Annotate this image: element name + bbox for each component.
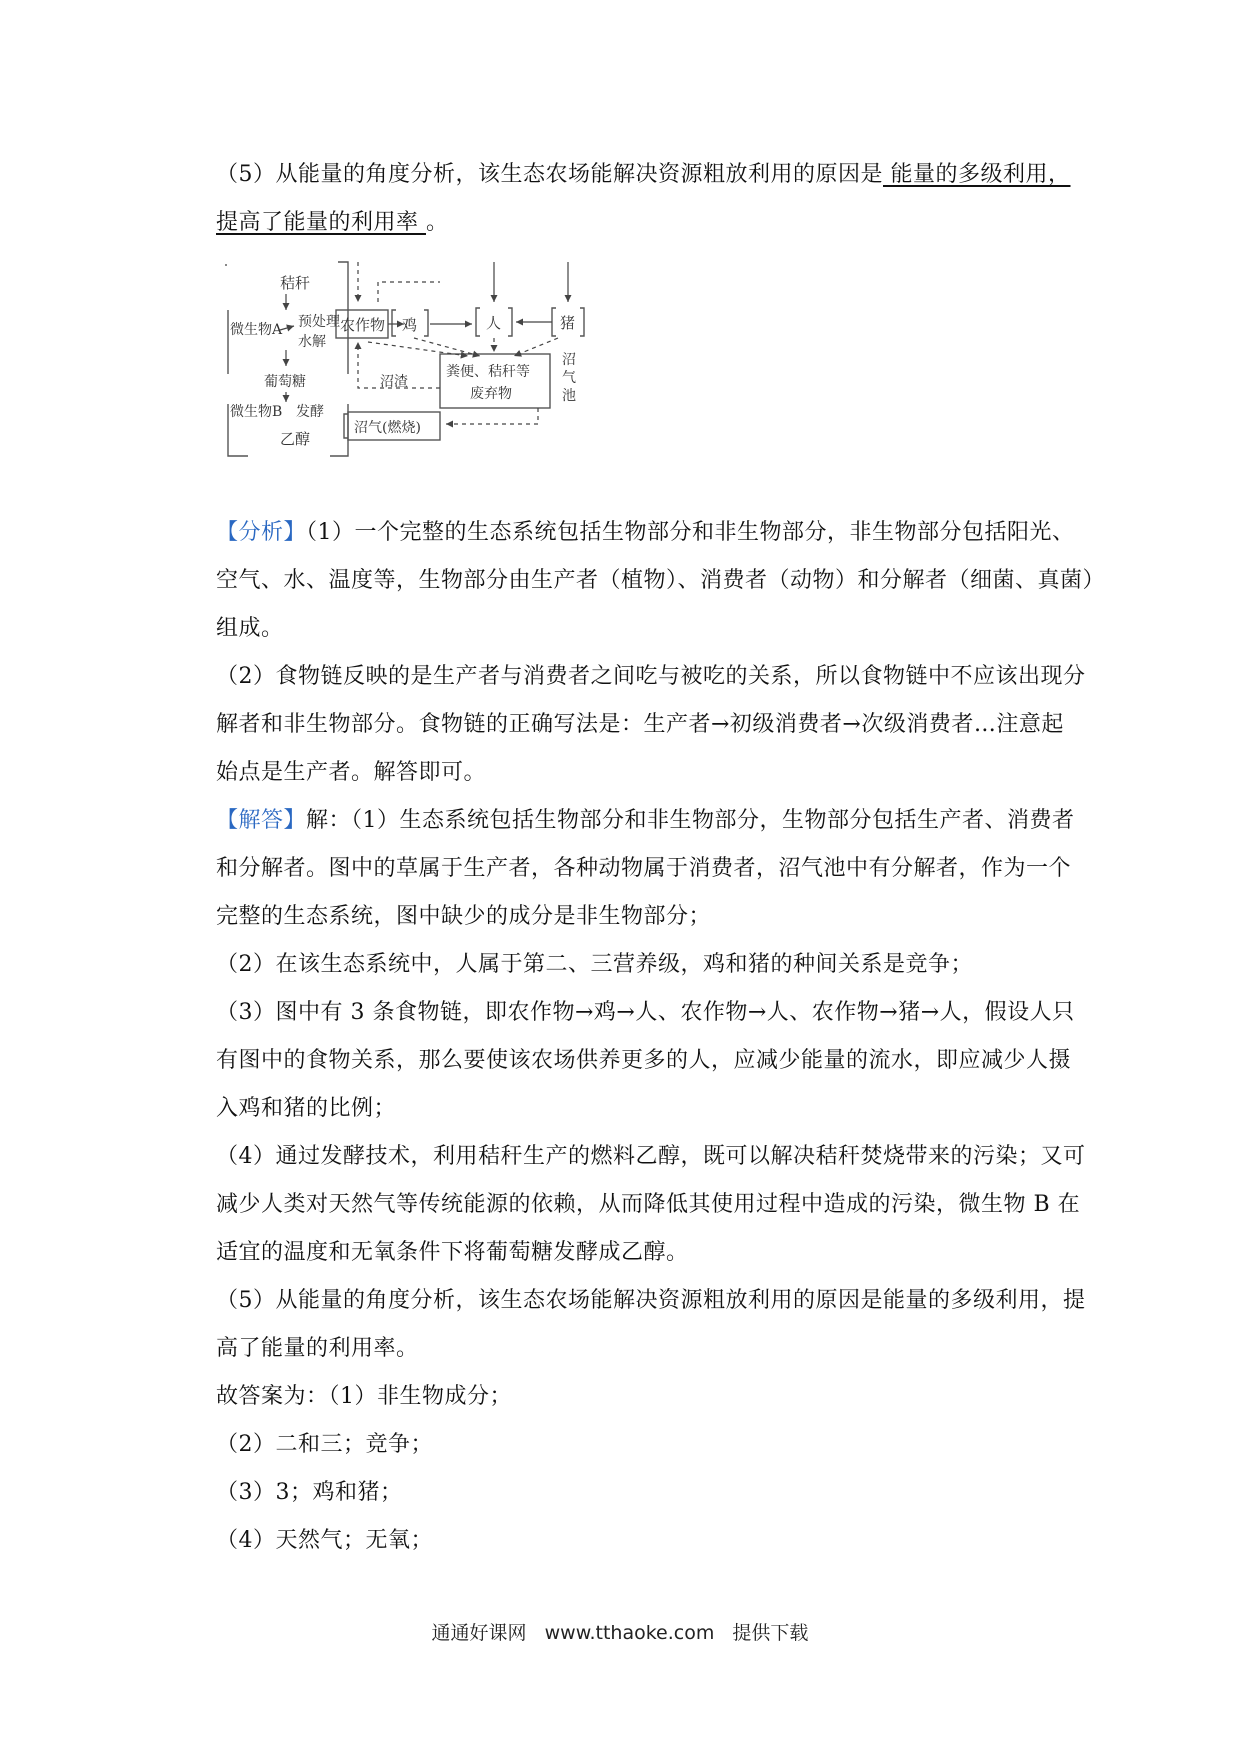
biogas-pool-label-2: 气 [562, 370, 576, 386]
microbe-a-label: 微生物A [230, 322, 283, 338]
page-footer [0, 1618, 1240, 1645]
solution-text-1: 解：（1）生态系统包括生物部分和非生物部分，生物部分包括生产者、消费者 [306, 808, 1075, 833]
solution-line-5: （3）图中有 3 条食物链，即农作物→鸡→人、农作物→人、农作物→猪→人，假设人只 [216, 1000, 1075, 1025]
solution-line-11: （5）从能量的角度分析，该生态农场能解决资源粗放利用的原因是能量的多级利用，提 [216, 1288, 1086, 1313]
footer-download: 提供下载 [732, 1622, 809, 1644]
pretreat-label: 预处理 [298, 314, 340, 330]
biogas-pool-label-3: 池 [562, 388, 576, 404]
analysis-line-1 [216, 518, 1075, 548]
solution-line-2: 和分解者。图中的草属于生产者，各种动物属于消费者，沼气池中有分解者，作为一个 [216, 856, 1072, 881]
chicken-label: 鸡 [402, 316, 418, 334]
crops-label: 农作物 [340, 316, 386, 334]
pig-label: 猪 [560, 314, 576, 332]
solution-line-1 [216, 806, 1075, 836]
biogas-burn-label: 沼气(燃烧) [354, 420, 421, 436]
analysis-line-3: 组成。 [216, 616, 284, 641]
residue-label: 沼渣 [380, 374, 408, 390]
solution-line-8: （4）通过发酵技术，利用秸秆生产的燃料乙醇，既可以解决秸秆焚烧带来的污染；又可 [216, 1144, 1086, 1169]
human-label: 人 [486, 314, 502, 332]
footer-url[interactable]: www.tthaoke.com [544, 1622, 715, 1644]
analysis-line-6: 始点是生产者。解答即可。 [216, 760, 487, 785]
q5-suffix: 。 [426, 210, 449, 235]
solution-line-6: 有图中的食物关系，那么要使该农场供养更多的人，应减少能量的流水，即应减少人摄 [216, 1048, 1072, 1073]
answer-line-1: 故答案为：（1）非生物成分； [216, 1384, 512, 1409]
q5-line-2 [216, 208, 1046, 238]
analysis-line-2: 空气、水、温度等，生物部分由生产者（植物）、消费者（动物）和分解者（细菌、真菌） [216, 568, 1106, 593]
q5-line-1 [216, 160, 1071, 190]
solution-line-9: 减少人类对天然气等传统能源的依赖，从而降低其使用过程中造成的污染，微生物 B 在 [216, 1192, 1081, 1217]
biogas-pool-label-1: 沼 [562, 352, 576, 368]
analysis-line-5: 解者和非生物部分。食物链的正确写法是：生产者→初级消费者→次级消费者…注意起 [216, 712, 1064, 737]
ferment-label: 发酵 [296, 404, 324, 420]
answer-line-2: （2）二和三；竞争； [216, 1432, 433, 1457]
q5-answer-part1: 能量的多级利用， [883, 162, 1071, 187]
ethanol-label: 乙醇 [280, 430, 311, 448]
waste-label-2: 废弃物 [470, 386, 512, 402]
solution-line-7: 入鸡和猪的比例； [216, 1096, 397, 1121]
analysis-line-4: （2）食物链反映的是生产者与消费者之间吃与被吃的关系，所以食物链中不应该出现分 [216, 664, 1086, 689]
straw-label: 秸秆 [280, 274, 311, 292]
analysis-text-1: （1）一个完整的生态系统包括生物部分和非生物部分，非生物部分包括阳光、 [306, 520, 1075, 545]
microbe-b-label: 微生物B [230, 404, 283, 420]
hydrolysis-label: 水解 [298, 334, 326, 350]
q5-prefix: （5）从能量的角度分析，该生态农场能解决资源粗放利用的原因是 [216, 162, 883, 187]
glucose-label: 葡萄糖 [264, 374, 306, 390]
q5-answer-part2: 提高了能量的利用率 [216, 210, 426, 235]
solution-tag: 【解答】 [216, 808, 307, 833]
footer-site-name: 通通好课网 [431, 1622, 527, 1644]
eco-farm-diagram [218, 258, 658, 494]
solution-line-4: （2）在该生态系统中，人属于第二、三营养级，鸡和猪的种间关系是竞争； [216, 952, 973, 977]
answer-line-3: （3）3；鸡和猪； [216, 1480, 403, 1505]
solution-line-12: 高了能量的利用率。 [216, 1336, 419, 1361]
analysis-tag: 【分析】 [216, 520, 307, 545]
solution-line-10: 适宜的温度和无氧条件下将葡萄糖发酵成乙醇。 [216, 1240, 689, 1265]
waste-label-1: 粪便、秸秆等 [446, 364, 530, 380]
solution-line-3: 完整的生态系统，图中缺少的成分是非生物部分； [216, 904, 712, 929]
answer-line-4: （4）天然气；无氧； [216, 1528, 433, 1553]
